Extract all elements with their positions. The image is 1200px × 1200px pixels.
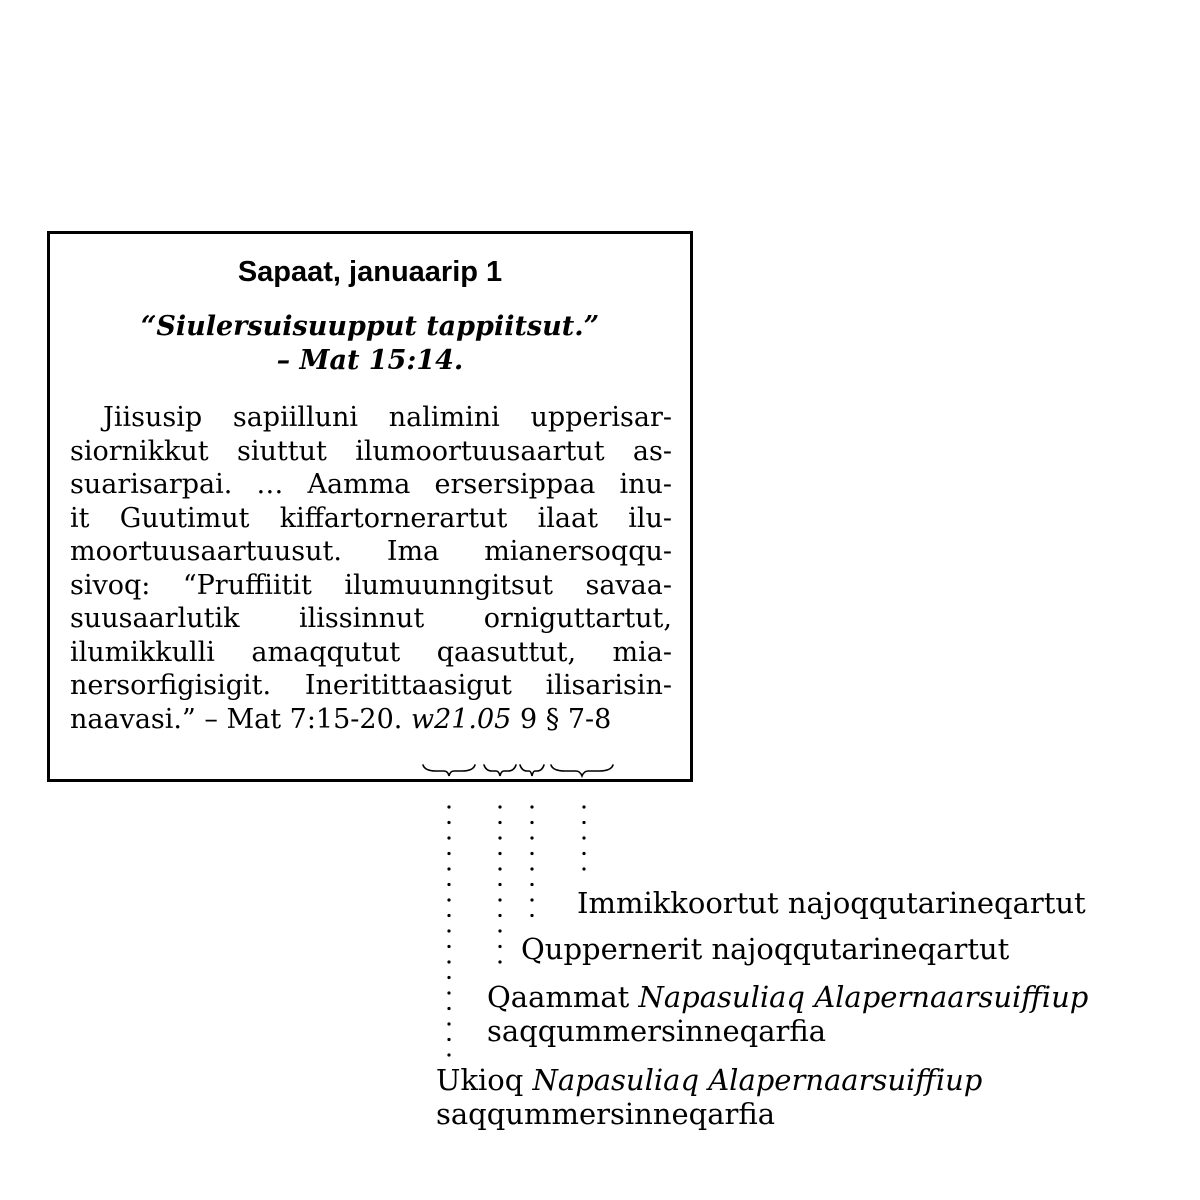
- paragraph-line: moortuusaartuusut. Ima mianersoqqu-: [70, 536, 672, 567]
- legend-year-italic: Napasuliaq Alapernaarsuiffiup: [532, 1063, 983, 1097]
- legend-issue-prefix: Qaammat: [487, 980, 639, 1014]
- brace-issue: [484, 765, 516, 776]
- paragraph-line: nersorfigisigit. Ineritittaasigut ilisarisin-: [70, 670, 672, 701]
- page-reference: 9: [519, 703, 538, 735]
- legend-year-prefix: Ukioq: [436, 1063, 533, 1097]
- legend-issue: [487, 980, 1088, 1048]
- legend-page: Quppernerit najoqqutarineqartut: [521, 932, 1010, 966]
- legend-paragraphs: Immikkoortut najoqqutarineqartut: [577, 886, 1086, 920]
- last-line-text: naavasi.” – Mat 7:15-20.: [70, 703, 403, 735]
- paragraph-reference: § 7-8: [545, 703, 612, 735]
- quote-citation: – Mat 15:14.: [276, 345, 464, 376]
- paragraph-line: sivoq: “Pruffiitit ilumuunngitsut savaa-: [70, 569, 672, 601]
- paragraph-line: siornikkut siuttut ilumoortuusaartut as-: [70, 435, 672, 467]
- legend-year-suffix: saqqummersinneqarfia: [436, 1097, 776, 1131]
- brace-page: [520, 765, 544, 776]
- brace-year: [423, 765, 475, 776]
- legend-issue-suffix: saqqummersinneqarfia: [487, 1014, 827, 1048]
- brace-paragraph: [551, 765, 613, 776]
- publication-reference: w21.05: [410, 703, 512, 735]
- paragraph-line: Jiisusip sapiilluni nalimini upperisar-: [103, 402, 672, 433]
- legend-year: [436, 1063, 982, 1131]
- date-heading: Sapaat, januaarip 1: [237, 256, 503, 288]
- legend-issue-italic: Napasuliaq Alapernaarsuiffiup: [638, 980, 1089, 1014]
- paragraph-line: suarisarpai. … Aamma ersersippaa inu-: [70, 469, 672, 500]
- paragraph-line: ilumikkulli amaqqutut qaasuttut, mia-: [70, 636, 672, 668]
- quote-text: “Siulersuisuupput tappiitsut.”: [140, 311, 600, 342]
- paragraph-line: suusaarlutik ilissinnut orniguttartut,: [70, 603, 672, 634]
- paragraph-line: it Guutimut kiffartornerartut ilaat ilu-: [70, 502, 672, 534]
